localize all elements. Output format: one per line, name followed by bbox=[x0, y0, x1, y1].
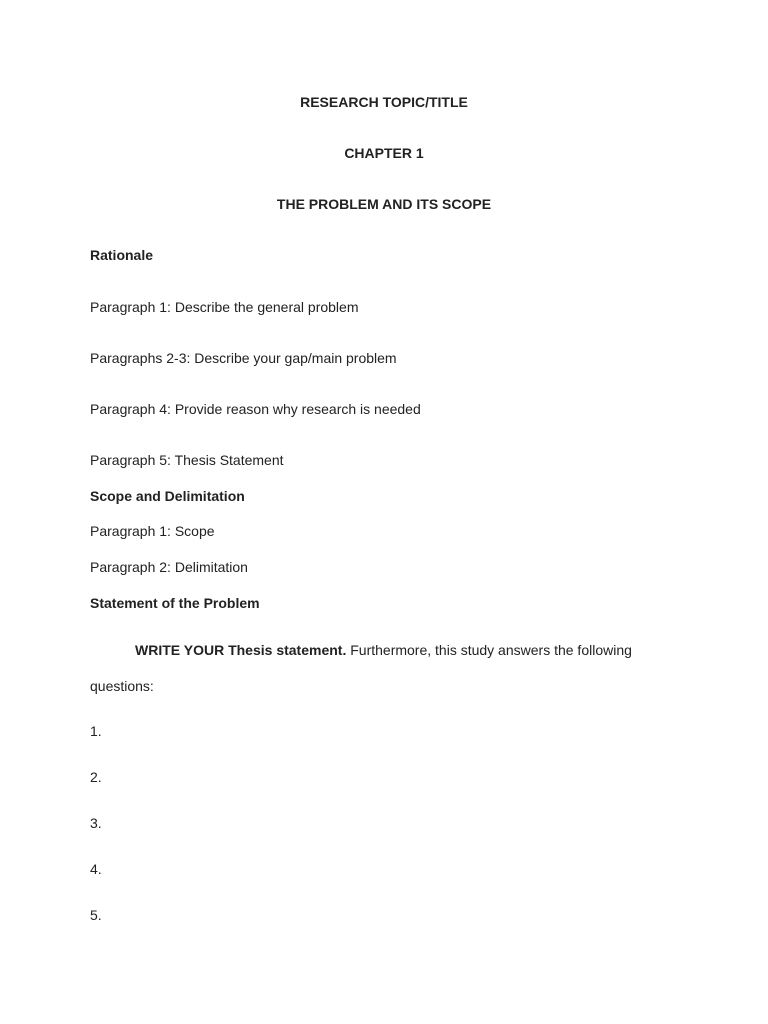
problem-intro bbox=[135, 641, 632, 659]
problem-heading: Statement of the Problem bbox=[90, 595, 260, 611]
chapter-title: THE PROBLEM AND ITS SCOPE bbox=[276, 196, 492, 212]
rationale-paragraph-4: Paragraph 5: Thesis Statement bbox=[90, 452, 284, 468]
research-title: RESEARCH TOPIC/TITLE bbox=[300, 94, 468, 110]
rationale-heading: Rationale bbox=[90, 247, 154, 263]
rationale-paragraph-2: Paragraphs 2-3: Describe your gap/main problem bbox=[90, 350, 397, 366]
chapter-number: CHAPTER 1 bbox=[344, 145, 424, 161]
question-item: 3. bbox=[90, 815, 102, 831]
question-item: 1. bbox=[90, 723, 102, 739]
thesis-statement-prompt: WRITE YOUR Thesis statement. bbox=[135, 642, 347, 658]
rationale-paragraph-3: Paragraph 4: Provide reason why research is needed bbox=[90, 401, 421, 417]
problem-intro-continued: questions: bbox=[90, 678, 154, 694]
scope-paragraph-2: Paragraph 2: Delimitation bbox=[90, 559, 248, 575]
question-item: 4. bbox=[90, 861, 102, 877]
scope-heading: Scope and Delimitation bbox=[90, 488, 245, 504]
question-item: 5. bbox=[90, 907, 102, 923]
problem-intro-text: Furthermore, this study answers the following bbox=[346, 642, 632, 658]
scope-paragraph-1: Paragraph 1: Scope bbox=[90, 523, 215, 539]
rationale-paragraph-1: Paragraph 1: Describe the general problem bbox=[90, 299, 359, 315]
question-item: 2. bbox=[90, 769, 102, 785]
